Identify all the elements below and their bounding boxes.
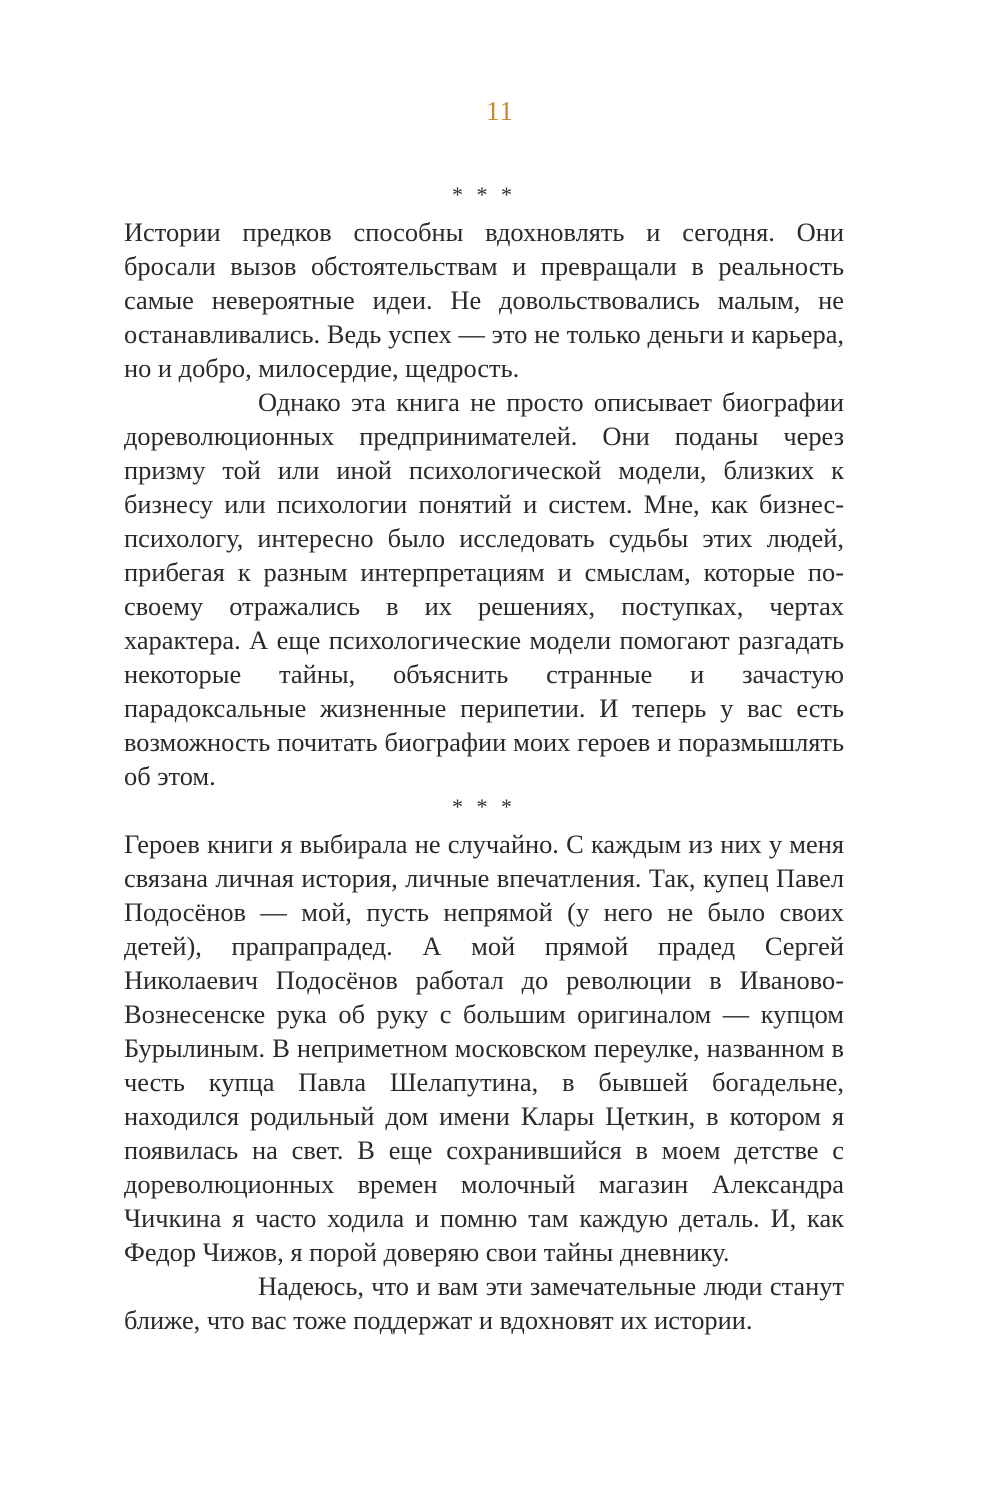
section-divider: * * * bbox=[452, 794, 516, 819]
text-section-2 bbox=[124, 793, 844, 1337]
paragraph: Надеюсь, что и вам эти замечательные люди станут ближе, что вас тоже поддержат и вдохновят их истории. bbox=[124, 1271, 844, 1335]
paragraph: Истории предков способны вдохновлять и сегодня. Они бросали вызов обстоятельствам и превращали в реальность самые невероятные идеи. Не довольствовались малым, не останавливались. Ведь успех — это не только деньги и карьера, но и добро, милосердие, щедрость. bbox=[124, 217, 844, 383]
paragraph: Однако эта книга не просто описывает биографии дореволюционных предпринимателей. Они поданы через призму той или иной психологической модели, близких к бизнесу или психологии понятий и систем. Мне, как бизнес-психологу, интересно было исследовать судьбы этих людей, прибегая к разным интерпретациям и смыслам, которые по-своему отражались в их решениях, поступках, чертах характера. А еще психологические модели помогают разгадать некоторые тайны, объяснить странные и зачастую парадоксальные жизненные перипетии. И теперь у вас есть возможность почитать биографии моих героев и поразмышлять об этом. bbox=[124, 387, 844, 791]
paragraph: Героев книги я выбирала не случайно. С каждым из них у меня связана личная история, личные впечатления. Так, купец Павел Подосёнов — мой, пусть непрямой (у него не было своих детей), прапрапрадед. А мой прямой прадед Сергей Николаевич Подосёнов работал до революции в Иваново-Вознесенске рука об руку с большим оригиналом — купцом Бурылиным. В неприметном московском переулке, названном в честь купца Павла Шелапутина, в бывшей богадельне, находился родильный дом имени Клары Цеткин, в котором я появилась на свет. В еще сохранившийся в моем детстве с дореволюционных времен молочный магазин Александра Чичкина я часто ходила и помню там каждую деталь. И, как Федор Чижов, я порой доверяю свои тайны дневнику. bbox=[124, 829, 844, 1267]
page-number: 11 bbox=[486, 96, 514, 126]
text-section-1 bbox=[124, 181, 844, 793]
section-divider: * * * bbox=[452, 182, 516, 207]
